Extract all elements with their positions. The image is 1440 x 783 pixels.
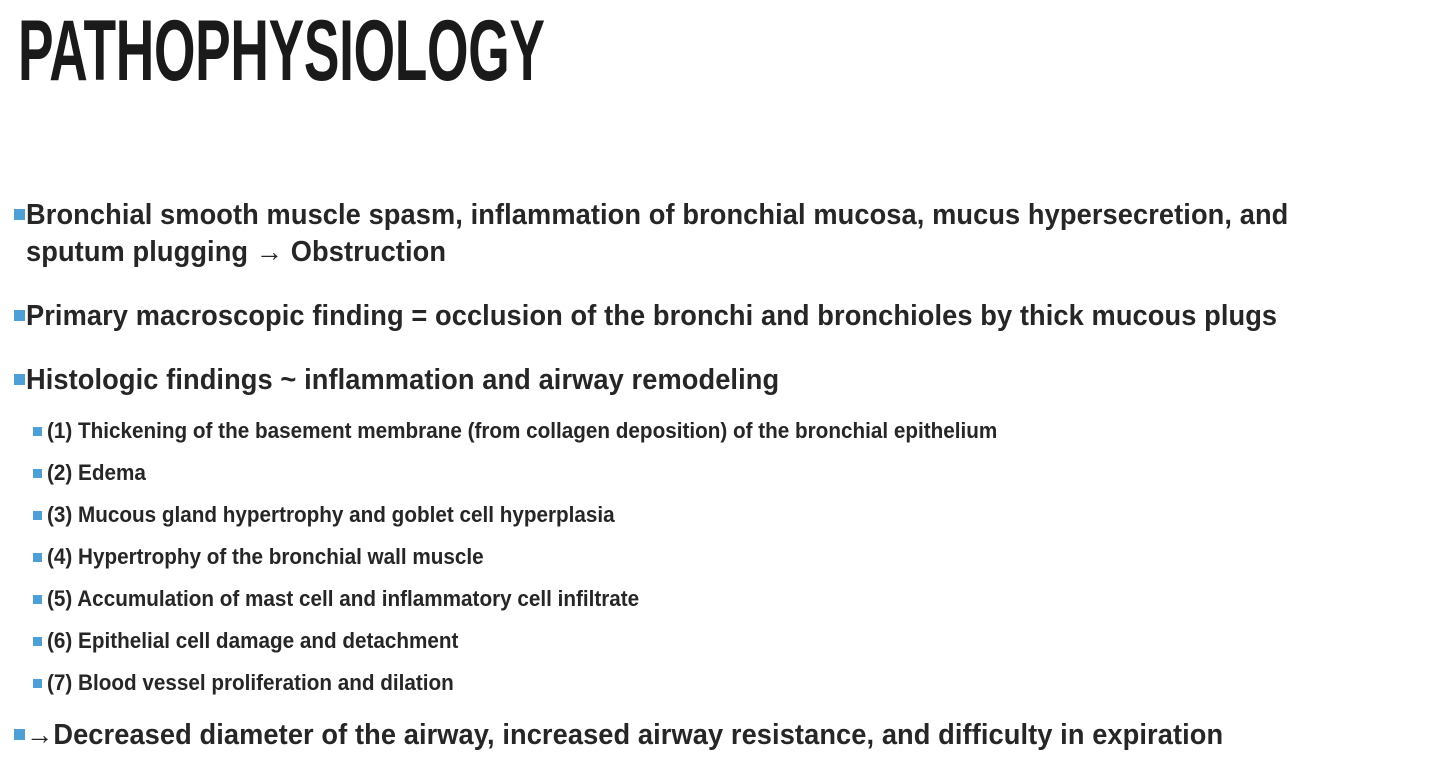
bullet-text: Bronchial smooth muscle spasm, inflammation of bronchial mucosa, mucus hypersecretion, and sputum plugging → Obstruction bbox=[26, 199, 1289, 268]
bullet-text: Histologic findings ~ inflammation and airway remodeling bbox=[26, 364, 780, 396]
sub-bullet-item bbox=[0, 626, 1440, 655]
sub-bullet-text: (2) Edema bbox=[47, 460, 146, 485]
square-bullet-icon bbox=[14, 209, 25, 220]
sub-bullet-item bbox=[0, 500, 1440, 529]
bullet-item bbox=[0, 197, 1440, 271]
sub-bullet-item bbox=[0, 416, 1440, 445]
sub-bullet-list bbox=[0, 416, 1440, 697]
bullet-text: →Decreased diameter of the airway, increased airway resistance, and difficulty in expiration bbox=[26, 719, 1224, 751]
square-bullet-icon bbox=[33, 553, 42, 562]
square-bullet-icon bbox=[14, 729, 25, 740]
bullet-item bbox=[0, 362, 1440, 399]
bullet-item bbox=[0, 298, 1440, 335]
square-bullet-icon bbox=[33, 469, 42, 478]
sub-bullet-item bbox=[0, 668, 1440, 697]
square-bullet-icon bbox=[33, 427, 42, 436]
sub-bullet-text: (1) Thickening of the basement membrane (from collagen deposition) of the bronchial epithelium bbox=[47, 418, 998, 443]
bullet-list bbox=[0, 197, 1440, 754]
sub-bullet-item bbox=[0, 458, 1440, 487]
square-bullet-icon bbox=[33, 595, 42, 604]
square-bullet-icon bbox=[33, 511, 42, 520]
sub-bullet-item bbox=[0, 584, 1440, 613]
sub-bullet-text: (5) Accumulation of mast cell and inflammatory cell infiltrate bbox=[47, 586, 640, 611]
square-bullet-icon bbox=[14, 310, 25, 321]
square-bullet-icon bbox=[33, 637, 42, 646]
square-bullet-icon bbox=[14, 374, 25, 385]
sub-bullet-text: (3) Mucous gland hypertrophy and goblet cell hyperplasia bbox=[47, 502, 615, 527]
square-bullet-icon bbox=[33, 679, 42, 688]
sub-bullet-text: (6) Epithelial cell damage and detachment bbox=[47, 628, 459, 653]
sub-bullet-item bbox=[0, 542, 1440, 571]
bullet-text: Primary macroscopic finding = occlusion of the bronchi and bronchioles by thick mucous plugs bbox=[26, 300, 1278, 332]
bullet-item-conclusion bbox=[0, 717, 1440, 754]
sub-bullet-text: (4) Hypertrophy of the bronchial wall muscle bbox=[47, 544, 484, 569]
sub-bullet-text: (7) Blood vessel proliferation and dilation bbox=[47, 670, 454, 695]
page-title: PATHOPHYSIOLOGY bbox=[18, 3, 545, 99]
